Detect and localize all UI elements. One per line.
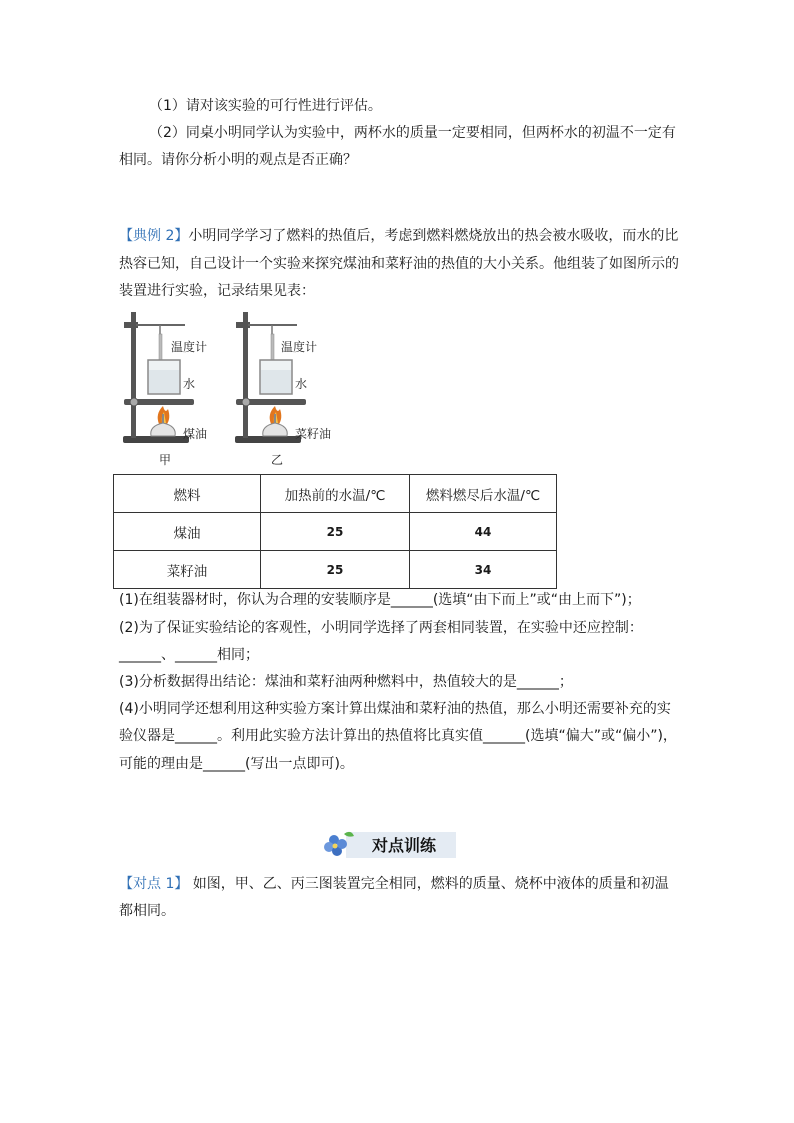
left-fuel-label: 煤油 bbox=[183, 427, 208, 441]
results-table bbox=[113, 474, 557, 589]
right-caption: 乙 bbox=[271, 453, 284, 467]
practice-1-text-1: 如图，甲、乙、丙三图装置完全相同，燃料的质量、烧杯中液体的质量和初温 bbox=[188, 876, 669, 892]
question-4-line-2: 验仪器是______。利用此实验方法计算出的热值将比真实值______(选填“偏大”或“偏小”)， bbox=[119, 728, 677, 744]
practice-1-line-1 bbox=[119, 874, 669, 894]
section-banner-graphic bbox=[320, 828, 460, 860]
table-cell-fuel: 菜籽油 bbox=[114, 551, 261, 589]
question-4-line-3: 可能的理由是______(写出一点即可)。 bbox=[119, 756, 354, 772]
question-3: (3)分析数据得出结论：煤油和菜籽油两种燃料中，热值较大的是______； bbox=[119, 674, 573, 690]
question-1: (1)在组装器材时，你认为合理的安装顺序是______(选填“由下而上”或“由上而下”)； bbox=[119, 592, 641, 608]
intro-question-2-line-2: 相同。请你分析小明的观点是否正确？ bbox=[119, 152, 357, 168]
question-4-line-1: (4)小明同学还想利用这种实验方案计算出煤油和菜籽油的热值，那么小明还需要补充的实 bbox=[119, 701, 671, 717]
apparatus-drawing bbox=[115, 306, 355, 468]
example-2-tag: 【典例 2】 bbox=[119, 228, 189, 244]
table-row bbox=[114, 551, 557, 589]
table-header-cell: 加热前的水温/℃ bbox=[261, 475, 410, 513]
left-thermometer-label: 温度计 bbox=[171, 340, 208, 354]
example-2-line-3: 装置进行实验，记录结果见表： bbox=[119, 283, 315, 299]
question-2-line-1: (2)为了保证实验结论的客观性，小明同学选择了两套相同装置，在实验中还应控制： bbox=[119, 620, 643, 636]
table-cell-temp-before: 25 bbox=[261, 551, 410, 589]
table-header-cell: 燃料 bbox=[114, 475, 261, 513]
table-cell-fuel: 煤油 bbox=[114, 513, 261, 551]
practice-1-tag: 【对点 1】 bbox=[119, 876, 189, 892]
left-caption: 甲 bbox=[159, 453, 172, 467]
table-cell-temp-before: 25 bbox=[261, 513, 410, 551]
table-header-cell: 燃料燃尽后水温/℃ bbox=[410, 475, 557, 513]
table-row bbox=[114, 513, 557, 551]
example-2-line-1 bbox=[119, 226, 678, 246]
question-2-line-2: ______、______相同； bbox=[119, 647, 259, 663]
intro-question-1: （1）请对该实验的可行性进行评估。 bbox=[149, 98, 382, 114]
table-header-row bbox=[114, 475, 557, 513]
section-banner bbox=[320, 828, 460, 864]
intro-question-2-line-1: （2）同桌小明同学认为实验中，两杯水的质量一定要相同，但两杯水的初温不一定有 bbox=[149, 125, 676, 141]
example-2-text-1: 小明同学学习了燃料的热值后，考虑到燃料燃烧放出的热会被水吸收，而水的比 bbox=[188, 228, 679, 244]
table-cell-temp-after: 34 bbox=[410, 551, 557, 589]
right-thermometer-label: 温度计 bbox=[281, 340, 318, 354]
example-2-line-2: 热容已知，自己设计一个实验来探究煤油和菜籽油的热值的大小关系。他组装了如图所示的 bbox=[119, 256, 679, 272]
apparatus-figure bbox=[115, 306, 355, 472]
right-water-label: 水 bbox=[295, 377, 308, 391]
right-fuel-label: 菜籽油 bbox=[295, 427, 332, 441]
section-title-text: 对点训练 bbox=[372, 836, 437, 855]
left-water-label: 水 bbox=[183, 377, 196, 391]
practice-1-line-2: 都相同。 bbox=[119, 903, 175, 919]
table-cell-temp-after: 44 bbox=[410, 513, 557, 551]
